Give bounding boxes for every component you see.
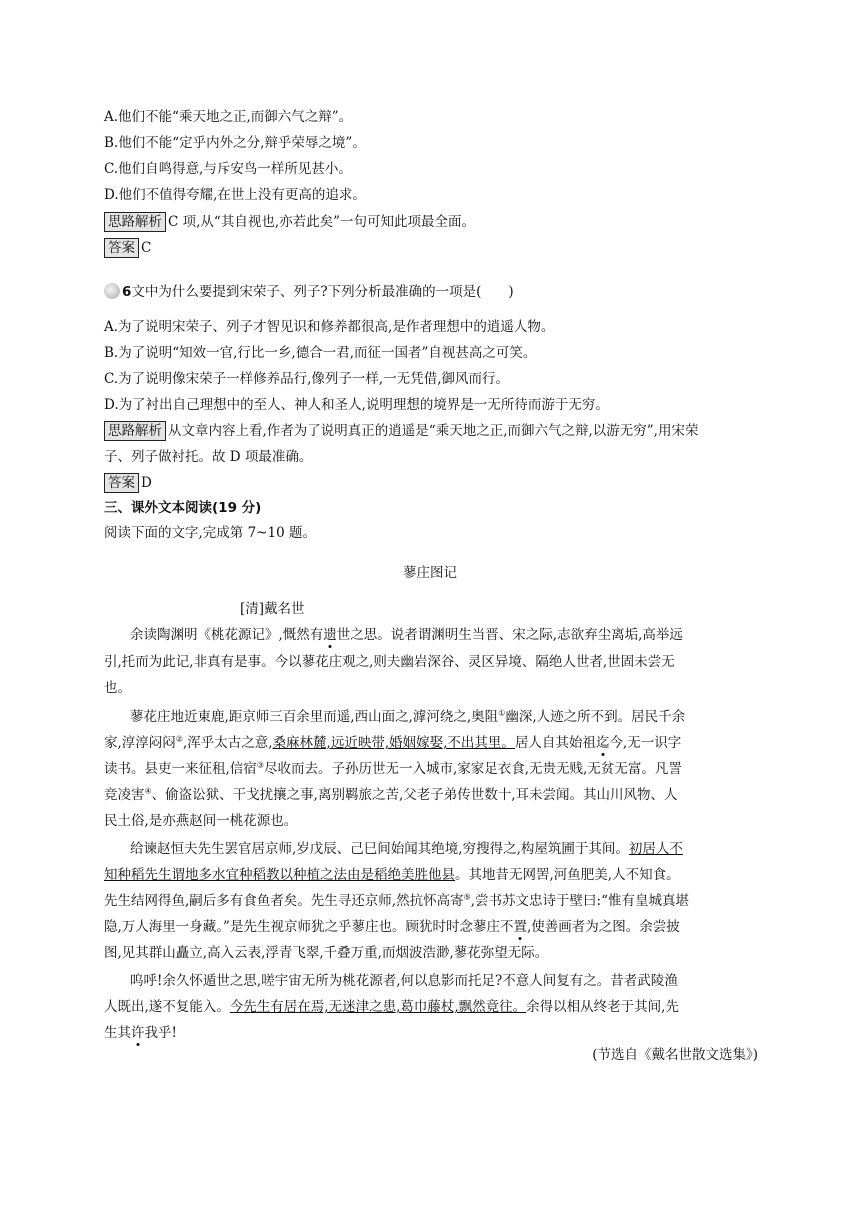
q5-analysis — [104, 211, 758, 233]
q6-option-d: D.为了衬出自己理想中的至人、神人和圣人,说明理想的境界是一无所待而游于无穷。 — [104, 397, 609, 413]
analysis-text: C 项,从“其自视也,亦若此矣”一句可知此项最全面。 — [168, 214, 476, 230]
q5-option-c: C.他们自鸣得意,与斥安鸟一样所见甚小。 — [104, 161, 352, 177]
p4-line1: 呜呼!余久怀遁世之思,嗟宇宙无所为桃花源者,何以息影而托足?不意人间复有之。昔者武陵渔 — [130, 973, 678, 989]
q5-option-a: A.他们不能“乘天地之正,而御六气之辩”。 — [104, 109, 353, 125]
answer-label: 答案 — [104, 238, 139, 258]
p1-line3: 也。 — [104, 680, 131, 696]
p2-line4: 竞凌害④、偷盗讼狱、干戈扰攘之事,离别羁旅之苦,父老子弟传世数十,耳未尝闻。其山川风物、人 — [104, 786, 678, 803]
q6-option-c: C.为了说明像宋荣子一样修养品行,像列子一样,一无凭借,御风而行。 — [104, 371, 510, 387]
q6-number: 6 — [122, 284, 132, 300]
q6-analysis — [104, 420, 758, 442]
p2-line5: 民土俗,是亦燕赵间一桃花源也。 — [104, 813, 298, 829]
p1-line1: 余读陶渊明《桃花源记》,慨然有遗世之思。说者谓渊明生当晋、宋之际,志欲弃尘离垢,高举远 — [130, 627, 683, 643]
analysis-text: 从文章内容上看,作者为了说明真正的逍遥是“乘天地之正,而御六气之辩,以游无穷”,用宋荣 — [168, 423, 699, 439]
analysis-label: 思路解析 — [104, 212, 166, 232]
passage-author: [清]戴名世 — [240, 601, 305, 617]
passage-source: (节选自《戴名世散文选集》) — [592, 1047, 758, 1063]
q6-stem-text: 文中为什么要提到宋荣子、列子?下列分析最准确的一项是( ) — [131, 284, 514, 300]
p3-line5: 图,见其群山矗立,高入云表,浮青飞翠,千叠万重,而烟波浩渺,蓼花弥望无际。 — [104, 945, 549, 961]
answer-text: C — [141, 240, 152, 256]
q5-option-d: D.他们不值得夸耀,在世上没有更高的追求。 — [104, 187, 366, 203]
section-title: 三、课外文本阅读(19 分) — [104, 500, 262, 516]
p4-line2: 人既出,遂不复能入。今先生有居在焉,无迷津之患,葛巾藤杖,飘然竟往。余得以相从终老于其间,先 — [104, 999, 679, 1015]
q6-answer — [104, 472, 758, 494]
p4-line3: 生其许我乎! — [104, 1025, 177, 1041]
passage-title: 蓼庄图记 — [403, 565, 457, 581]
p2-line1: 蓼花庄地近東鹿,距京师三百余里而遥,西山面之,滹河绕之,奥阻①幽深,人迹之所不到。居民千余 — [130, 708, 686, 725]
question-bullet-icon — [104, 283, 120, 299]
q6-option-a: A.为了说明宋荣子、列子才智见识和修养都很高,是作者理想中的逍遥人物。 — [104, 319, 555, 335]
q6-analysis-cont: 子、列子做衬托。故 D 项最准确。 — [104, 449, 313, 465]
p2-line3: 读书。县吏一来征租,信宿③尽收而去。子孙历世无一入城市,家家足衣食,无贵无贱,无贫无富。凡詈 — [104, 760, 682, 777]
p3-line4: 隐,万人海里一身藏。”是先生视京师犹之乎蓼庄也。顾犹时时念蓼庄不置,使善画者为之图。余尝披 — [104, 919, 680, 935]
p1-line2: 引,托而为此记,非真有是事。今以蓼花庄观之,则夫幽岩深谷、灵区异境、隔绝人世者,世固未尝无 — [104, 654, 675, 670]
p3-line2: 知种稻先生谓地多水宜种稻教以种植之法由是稻绝美胜他县。其地昔无网罟,河鱼肥美,人不知食。 — [104, 867, 680, 883]
q6-option-b: B.为了说明“知效一官,行比一乡,德合一君,而征一国者”自视甚高之可笑。 — [104, 345, 537, 361]
answer-label: 答案 — [104, 473, 139, 493]
analysis-label: 思路解析 — [104, 421, 166, 441]
q5-option-b: B.他们不能“定乎内外之分,辩乎荣辱之境”。 — [104, 135, 366, 151]
p2-line2: 家,淳淳闷闷②,浑乎太古之意,桑麻林麓,远近映带,婚姻嫁娶,不出其里。居人自其始祖迄今,无一识字 — [104, 734, 682, 751]
q5-answer — [104, 237, 758, 259]
p3-line3: 先生结网得鱼,嗣后多有食鱼者矣。先生寻还京师,然抗怀高寄⑤,尝书苏文忠诗于壁曰:“惟有皇城真堪 — [104, 892, 690, 909]
q6-stem — [104, 281, 758, 303]
p3-line1: 给谏赵恒夫先生罢官居京师,岁戊辰、己巳间始闻其绝境,穷搜得之,构屋筑圃于其间。初居人不 — [130, 841, 683, 857]
section-instruction: 阅读下面的文字,完成第 7~10 题。 — [104, 525, 316, 541]
answer-text: D — [141, 475, 152, 491]
